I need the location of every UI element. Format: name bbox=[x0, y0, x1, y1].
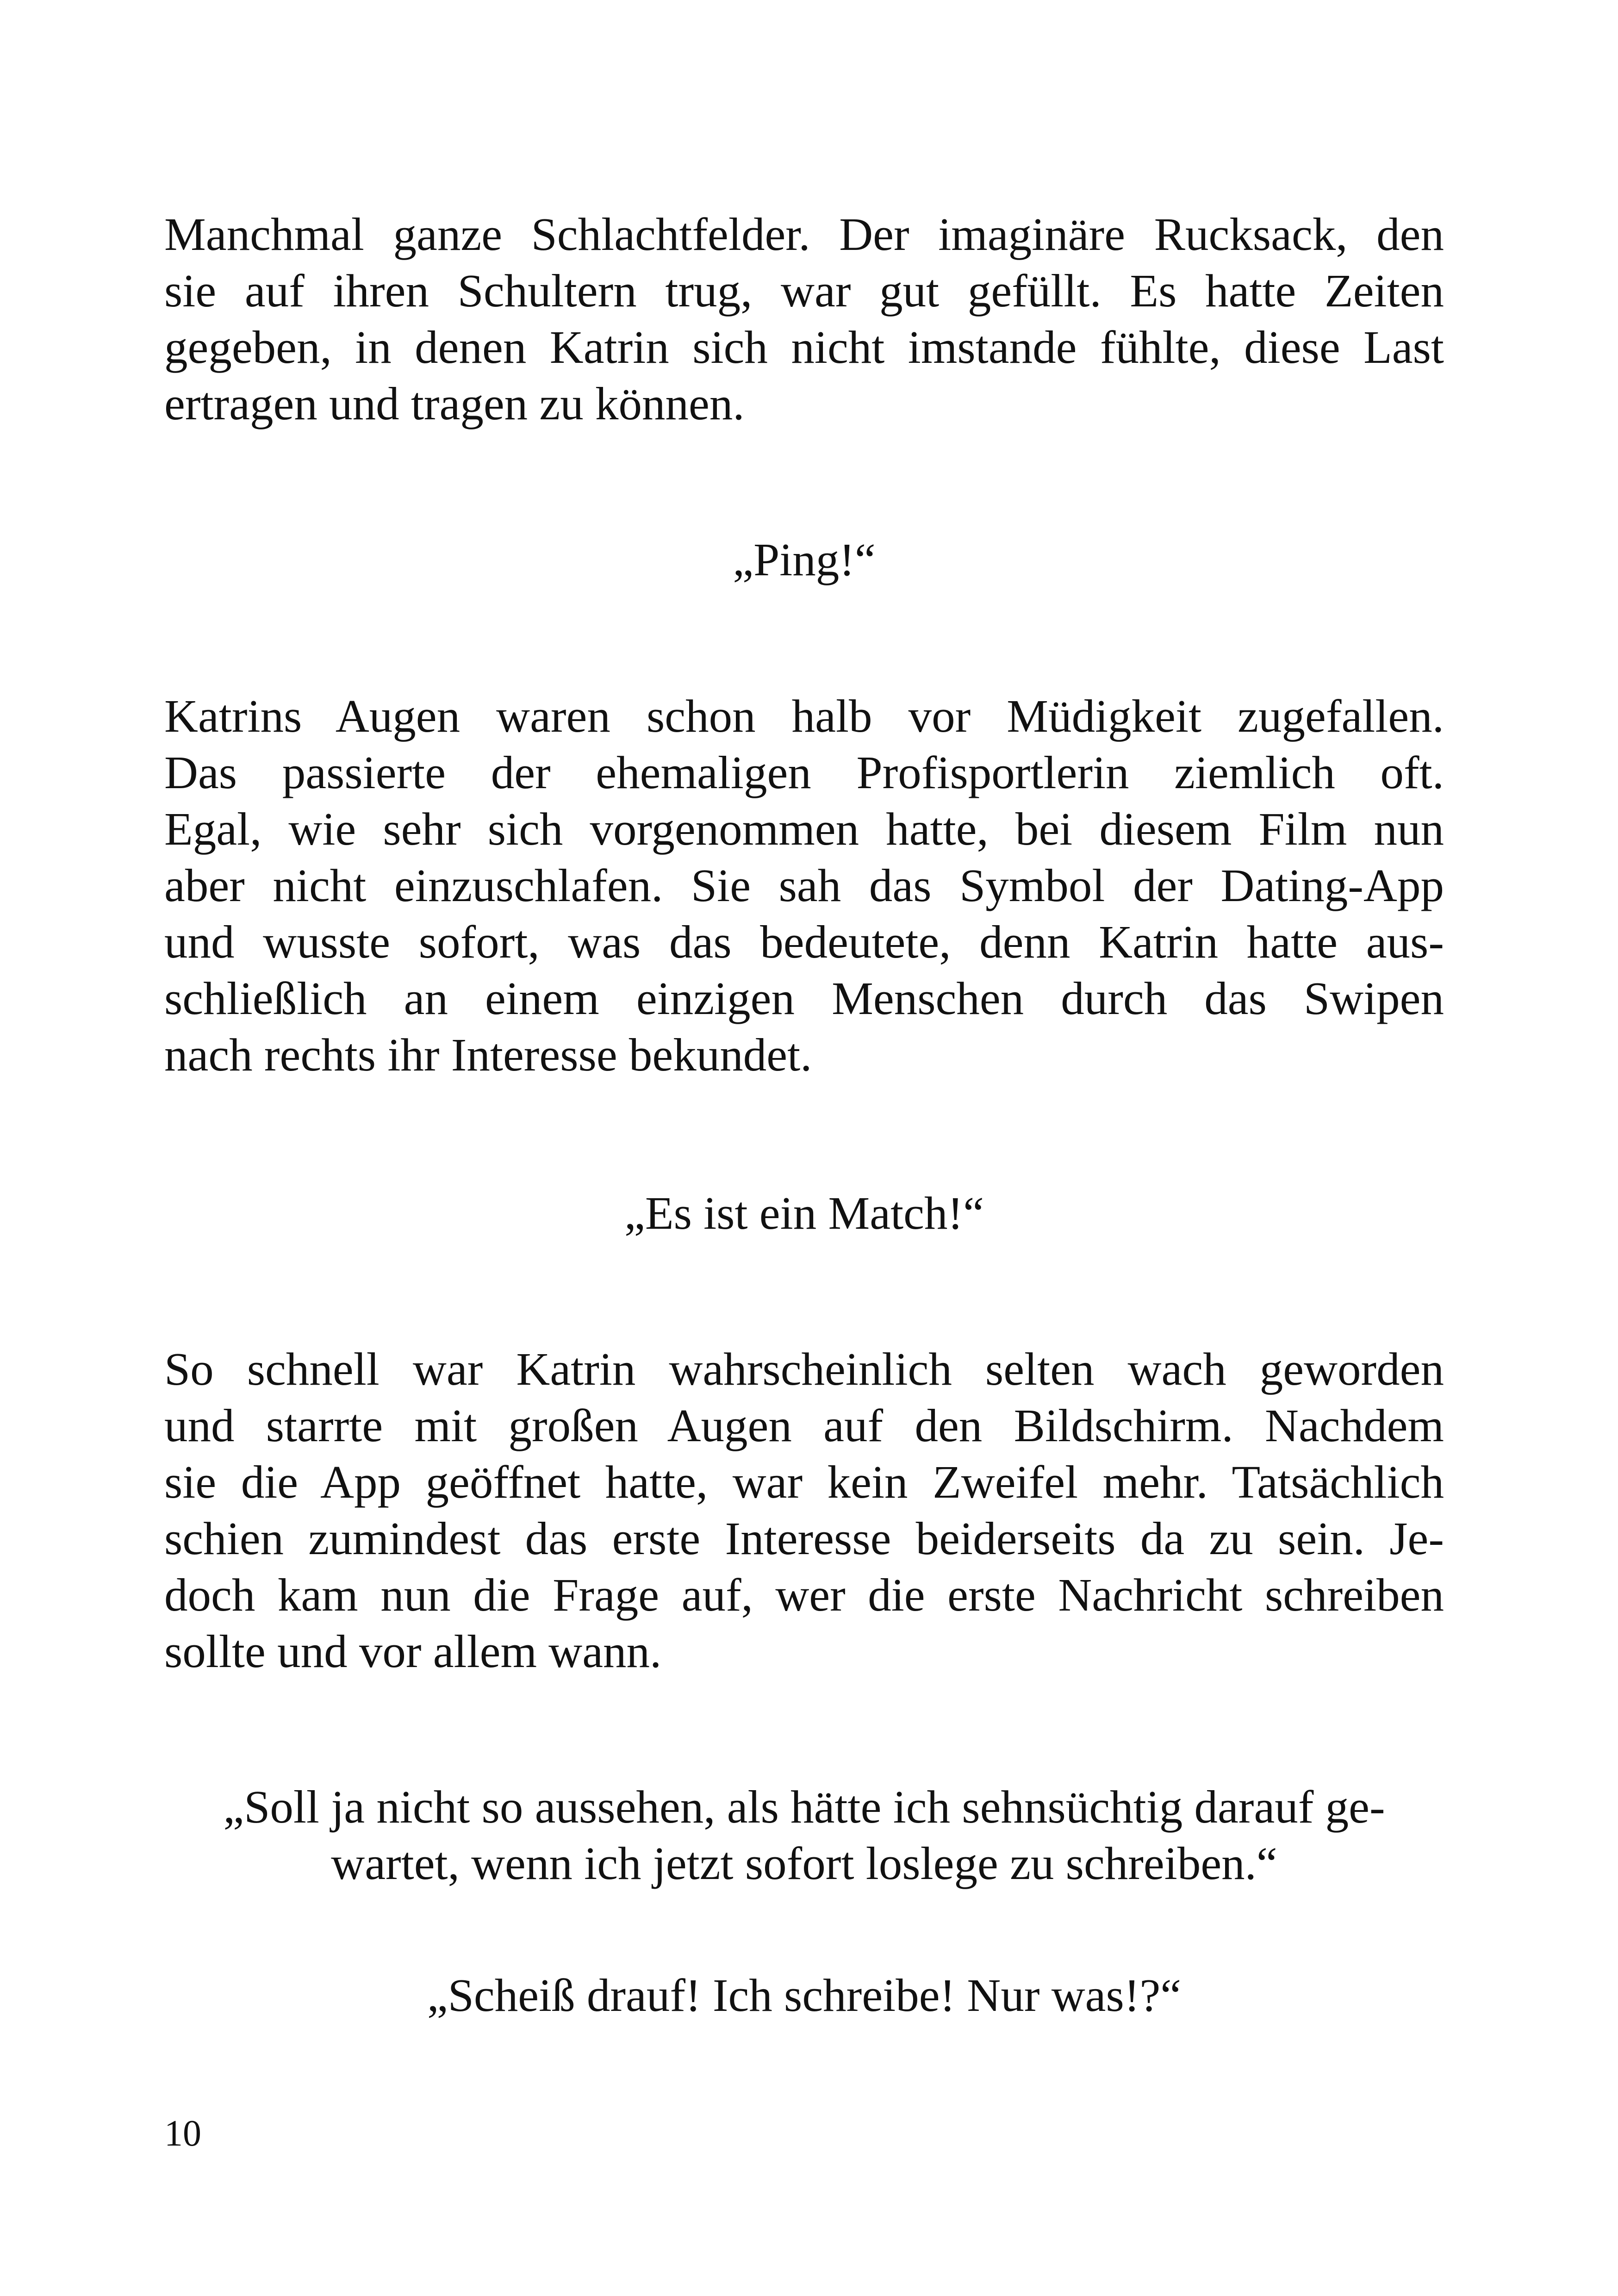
paragraph-3 bbox=[164, 1341, 1444, 1680]
page-number: 10 bbox=[164, 2113, 201, 2154]
paragraph-1-line-3: gegeben, in denen Katrin sich nicht imstande fühlte, diese Last bbox=[164, 321, 1444, 373]
paragraph-1-line-1: Manchmal ganze Schlachtfelder. Der imaginäre Rucksack, den bbox=[164, 208, 1444, 260]
paragraph-1-line-2: sie auf ihren Schultern trug, war gut gefüllt. Es hatte Zeiten bbox=[164, 265, 1444, 317]
paragraph-2-line-5: und wusste sofort, was das bedeutete, denn Katrin hatte aus- bbox=[164, 916, 1444, 968]
quote-soll-ja-nicht bbox=[164, 1779, 1444, 1892]
paragraph-2-line-7: nach rechts ihr Interesse bekundet. bbox=[164, 1029, 812, 1081]
paragraph-2-line-4: aber nicht einzuschlafen. Sie sah das Symbol der Dating-App bbox=[164, 859, 1444, 911]
paragraph-1 bbox=[164, 206, 1444, 432]
paragraph-2-line-6: schließlich an einem einzigen Menschen durch das Swipen bbox=[164, 972, 1444, 1024]
paragraph-2-line-2: Das passierte der ehemaligen Profisportlerin ziemlich oft. bbox=[164, 747, 1444, 798]
paragraph-1-line-4: ertragen und tragen zu können. bbox=[164, 378, 745, 429]
paragraph-3-line-4: schien zumindest das erste Interesse beiderseits da zu sein. Je- bbox=[164, 1512, 1444, 1564]
paragraph-3-line-6: sollte und vor allem wann. bbox=[164, 1625, 662, 1677]
quote-3-line-1: „Soll ja nicht so aussehen, als hätte ich sehnsüchtig darauf ge- bbox=[223, 1781, 1385, 1833]
quote-ping: „Ping!“ bbox=[733, 534, 876, 585]
paragraph-2-line-3: Egal, wie sehr sich vorgenommen hatte, bei diesem Film nun bbox=[164, 803, 1444, 855]
paragraph-3-line-2: und starrte mit großen Augen auf den Bildschirm. Nachdem bbox=[164, 1400, 1444, 1451]
paragraph-2-line-1: Katrins Augen waren schon halb vor Müdigkeit zugefallen. bbox=[164, 690, 1444, 742]
quote-match: „Es ist ein Match!“ bbox=[624, 1187, 984, 1239]
paragraph-3-line-1: So schnell war Katrin wahrscheinlich selten wach geworden bbox=[164, 1343, 1444, 1395]
paragraph-2 bbox=[164, 688, 1444, 1083]
quote-3-line-2: wartet, wenn ich jetzt sofort loslege zu schreiben.“ bbox=[331, 1837, 1277, 1889]
quote-scheiss-drauf: „Scheiß drauf! Ich schreibe! Nur was!?“ bbox=[427, 1969, 1182, 2021]
paragraph-3-line-3: sie die App geöffnet hatte, war kein Zweifel mehr. Tatsächlich bbox=[164, 1456, 1444, 1508]
paragraph-3-line-5: doch kam nun die Frage auf, wer die erste Nachricht schreiben bbox=[164, 1569, 1444, 1621]
